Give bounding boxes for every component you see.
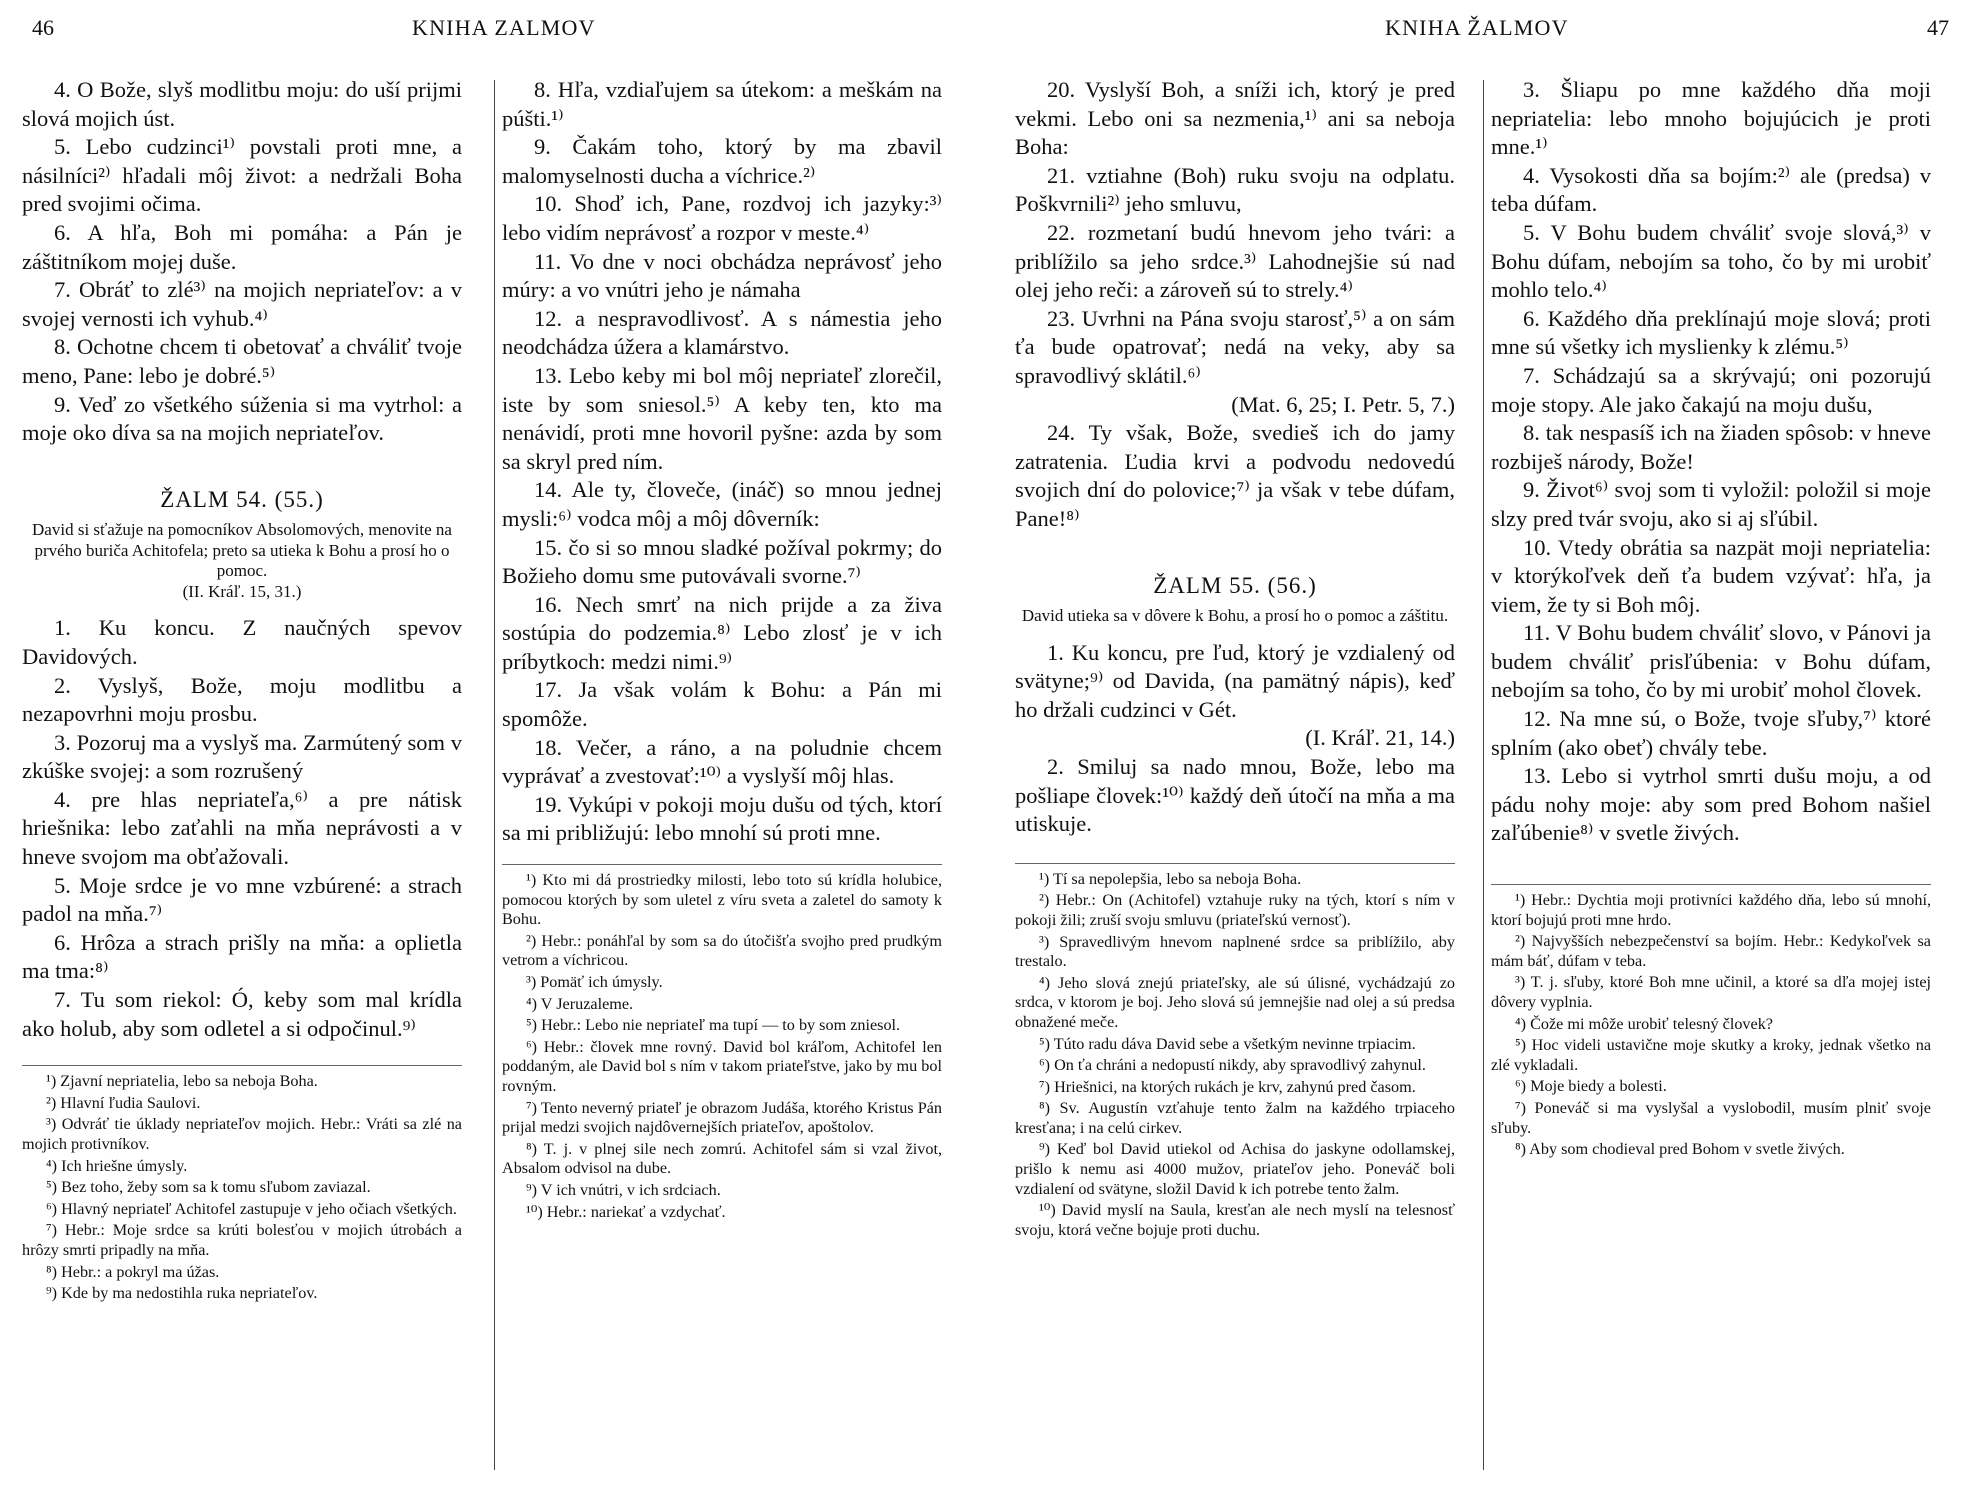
footnote: ⁹) Kde by ma nedostihla ruka nepriateľov.	[46, 1284, 318, 1303]
verse: 5. Moje srdce je vo mne vzbúrené: a strach padol na mňa.⁷⁾	[22, 872, 462, 927]
cross-reference: (I. Kráľ. 21, 14.)	[1305, 725, 1455, 751]
footnote: ⁸) Hebr.: a pokryl ma úžas.	[46, 1262, 220, 1281]
footnote: ⁵) Hebr.: Lebo nie nepriateľ ma tupí — to by som zniesol.	[526, 1016, 901, 1035]
footnote: ¹) Kto mi dá prostriedky milosti, lebo toto sú krídla holubice, pomocou ktorých by som uletel z víru sveta a zaletel do samoty k Bohu.	[502, 871, 942, 929]
footnote: ⁷) Hebr.: Moje srdce sa krúti bolesťou v mojich útrobách a hrôzy smrti pripadly na mňa.	[22, 1221, 462, 1259]
footnote: ⁵) Hoc videli ustavične moje skutky a kroky, jednak všetko na zlé vykladali.	[1491, 1036, 1931, 1074]
psalm-title: ŽALM 55. (56.)	[1153, 572, 1317, 598]
right-page-column-2	[1491, 76, 1931, 1162]
verse: 7. Schádzajú sa a skrývajú; oni pozorujú moje stopy. Ale jako čakajú na moju dušu,	[1491, 362, 1931, 417]
footnote: ³) Spravedlivým hnevom naplnené srdce sa priblížilo, aby trestalo.	[1015, 932, 1455, 971]
footnote: ⁶) On ťa chráni a nedopustí nikdy, aby spravodlivý zahynul.	[1039, 1056, 1426, 1075]
verse: 1. Ku koncu, pre ľud, ktorý je vzdialený od svätyne;⁹⁾ od Davida, (na pamätný nápis), keď ho držali cudzinci v Gét.	[1015, 639, 1455, 722]
footnote: ¹) Zjavní nepriatelia, lebo sa neboja Boha.	[46, 1072, 318, 1091]
footnotes	[22, 1065, 462, 1304]
verse: 2. Vyslyš, Bože, moju modlitbu a nezapovrhni moju prosbu.	[22, 672, 462, 727]
column-divider	[494, 80, 495, 1470]
verse: 13. Lebo si vytrhol smrti dušu moju, a od pádu nohy moje: aby som pred Bohom našiel zaľúbenie⁸⁾ v svetle živých.	[1491, 763, 1931, 846]
verse: 12. a nespravodlivosť. A s námestia jeho neodchádza úžera a klamárstvo.	[502, 305, 942, 360]
psalm-title: ŽALM 54. (55.)	[160, 486, 324, 512]
verse: 9. Čakám toho, ktorý by ma zbavil malomyselnosti ducha a víchrice.²⁾	[502, 134, 942, 188]
footnotes	[502, 864, 942, 1222]
footnote: ⁸) Aby som chodieval pred Bohom v svetle živých.	[1515, 1140, 1845, 1159]
footnote: ⁵) Bez toho, žeby som sa k tomu sľubom zaviazal.	[46, 1178, 371, 1197]
footnote: ⁶) Hebr.: človek mne rovný. David bol kráľom, Achitofel len poddaným, ale David bol s ním v takom priateľstve, jako by mu bol rovným.	[502, 1037, 942, 1095]
footnote: ²) Hlavní ľudia Saulovi.	[46, 1093, 201, 1112]
verse: 11. V Bohu budem chváliť slovo, v Pánovi ja budem chváliť prisľúbenia: v Bohu dúfam, nebojím sa toho, čo by mi urobiť mohol človek.	[1491, 620, 1931, 703]
verse: 8. Ochotne chcem ti obetovať a chváliť tvoje meno, Pane: lebo je dobré.⁵⁾	[22, 334, 462, 388]
verse: 1. Ku koncu. Z naučných spevov Davidových.	[22, 615, 462, 669]
verse: 6. A hľa, Boh mi pomáha: a Pán je záštitníkom mojej duše.	[22, 219, 462, 274]
verse: 24. Ty však, Bože, svedieš ich do jamy zatratenia. Ľudia krvi a podvodu nedovedú svojich dní do polovice;⁷⁾ ja však v tebe dúfam, Pane!⁸⁾	[1015, 420, 1455, 531]
footnote: ²) Hebr.: On (Achitofel) vztahuje ruky na tých, ktorí s ním v pokoji žili; zruší svoju smluvu (priateľskú vernosť).	[1015, 891, 1455, 929]
footnote: ⁸) Sv. Augustín vzťahuje tento žalm na každého trpiaceho kresťana; i na celú cirkev.	[1015, 1099, 1455, 1137]
verse: 19. Vykúpi v pokoji moju dušu od tých, ktorí sa mi približujú: lebo mnohí sú proti mne.	[502, 791, 942, 846]
verse: 11. Vo dne v noci obchádza neprávosť jeho múry: a vo vnútri jeho je námaha	[502, 248, 942, 303]
verse: 15. čo si so mnou sladké požíval pokrmy; do Božieho domu sme putovávali svorne.⁷⁾	[502, 534, 942, 589]
verse: 4. pre hlas nepriateľa,⁶⁾ a pre nátisk hriešnika: lebo zaťahli na mňa neprávosti a v hneve svojom ma obťažovali.	[22, 786, 462, 870]
page-number: 47	[1927, 15, 1949, 40]
psalm-intro: David utieka sa v dôvere k Bohu, a prosí ho o pomoc a záštitu.	[1021, 606, 1449, 626]
footnote: ⁴) Jeho slová znejú priateľsky, ale sú úlisné, vychádzajú zo srdca, v ktorom je boj. Jeho slová sú jemnejšie nad olej a sú predsa obnažené meče.	[1015, 973, 1455, 1031]
verse: 10. Vtedy obrátia sa nazpät moji nepriatelia: v ktorýkoľvek deň ťa budem vzývať: hľa, ja viem, že ty si Boh môj.	[1491, 534, 1931, 617]
verse: 10. Shoď ich, Pane, rozdvoj ich jazyky:³⁾ lebo vidím neprávosť a rozpor v meste.⁴⁾	[502, 191, 942, 245]
footnote: ⁴) Čože mi môže urobiť telesný človek?	[1515, 1014, 1773, 1033]
verse: 14. Ale ty, človeče, (ináč) so mnou jednej mysli:⁶⁾ vodca môj a môj dôverník:	[502, 477, 942, 531]
right-page-column-1	[1015, 76, 1455, 1242]
running-head: KNIHA ŽALMOV	[1385, 15, 1569, 40]
psalm-intro-text: David si sťažuje na pomocníkov Absolomových, menovite na prvého buriča Achitofela; preto sa utieka k Bohu a prosí ho o pomoc.	[32, 520, 452, 581]
footnote: ⁸) T. j. v plnej sile nech zomrú. Achitofel sám si vzal život, Absalom odvisol na dube.	[502, 1139, 942, 1178]
verse: 3. Pozoruj ma a vyslyš ma. Zarmútený som v zkúške svojej: a som rozrušený	[22, 729, 462, 784]
psalm-intro	[22, 520, 462, 602]
footnote: ⁷) Tento neverný priateľ je obrazom Judáša, ktorého Kristus Pán prijal medzi svojich najdôvernejších priateľov, apoštolov.	[502, 1098, 942, 1137]
footnote: ⁷) Poneváč si ma vyslyšal a vyslobodil, musím plniť svoje sľuby.	[1491, 1098, 1931, 1137]
cross-reference: (Mat. 6, 25; I. Petr. 5, 7.)	[1231, 391, 1455, 417]
footnote: ¹) Hebr.: Dychtia moji protivníci každého dňa, lebo sú mnohí, ktorí bojujú proti mne hrdo.	[1491, 891, 1931, 929]
verse: 23. Uvrhni na Pána svoju starosť,⁵⁾ a on sám ťa bude opatrovať; nedá na veky, aby sa spravodlivý sklátil.⁶⁾	[1015, 305, 1455, 388]
verse: 22. rozmetaní budú hnevom jeho tvári: a priblížilo sa jeho srdce.³⁾ Lahodnejšie sú nad olej jeho reči: a zároveň sú to strely.⁴⁾	[1015, 219, 1455, 303]
verse: 4. Vysokosti dňa sa bojím:²⁾ ale (predsa) v teba dúfam.	[1491, 162, 1931, 217]
footnotes	[1491, 884, 1931, 1160]
left-page-column-2	[502, 76, 942, 1224]
footnote: ⁹) V ich vnútri, v ich srdciach.	[526, 1180, 721, 1199]
verse: 21. vztiahne (Boh) ruku svoju na odplatu. Poškvrnili²⁾ jeho smluvu,	[1015, 162, 1455, 217]
footnote: ¹⁰) Hebr.: nariekať a vzdychať.	[526, 1202, 726, 1221]
footnote: ²) Najvyšších nebezpečenství sa bojím. Hebr.: Kedykoľvek sa mám báť, dúfam v teba.	[1491, 932, 1931, 970]
column-divider	[1483, 80, 1484, 1470]
footnotes	[1015, 863, 1455, 1241]
footnote: ⁴) V Jeruzaleme.	[526, 994, 634, 1013]
footnote: ⁹) Keď bol David utiekol od Achisa do jaskyne odollamskej, prišlo k nemu asi 4000 mužov, priateľov jeho. Poneváč boli vzdialení od svätyne, složil David k ich potrebe tento žalm.	[1015, 1140, 1455, 1198]
verse: 8. tak nespasíš ich na žiaden spôsob: v hneve rozbiješ národy, Bože!	[1491, 420, 1931, 474]
verse: 7. Obráť to zlé³⁾ na mojich nepriateľov: a v svojej vernosti ich vyhub.⁴⁾	[22, 277, 462, 331]
page-number: 46	[32, 15, 54, 40]
verse: 3. Šliapu po mne každého dňa moji nepriatelia: lebo mnoho bojujúcich je proti mne.¹⁾	[1491, 77, 1931, 160]
verse: 16. Nech smrť na nich prijde a za živa sostúpia do podzemia.⁸⁾ Lebo zlosť je v ich príbytkoch: medzi nimi.⁹⁾	[502, 591, 942, 674]
verse: 5. Lebo cudzinci¹⁾ povstali proti mne, a násilníci²⁾ hľadali môj život: a nedržali Boha pred svojimi očima.	[22, 134, 462, 217]
footnote: ³) Odvráť tie úklady nepriateľov mojich. Hebr.: Vráti sa zlé na mojich protivníkov.	[22, 1115, 462, 1153]
verse: 9. Veď zo všetkého súženia si ma vytrhol: a moje oko díva sa na mojich nepriateľov.	[22, 391, 462, 446]
verse: 17. Ja však volám k Bohu: a Pán mi spomôže.	[502, 677, 942, 732]
verse: 6. Každého dňa preklínajú moje slová; proti mne sú všetky ich myslienky k zlému.⁵⁾	[1491, 305, 1931, 360]
footnote: ³) T. j. sľuby, ktoré Boh mne učinil, a ktoré sa dľa mojej istej dôvery vyplnia.	[1491, 973, 1931, 1011]
footnote: ¹⁰) David myslí na Saula, kresťan ale nech myslí na telesnosť svoju, ktorá večne bojuje proti duchu.	[1015, 1201, 1455, 1239]
verse: 20. Vyslyší Boh, a sníži ich, ktorý je pred vekmi. Lebo oni sa nezmenia,¹⁾ ani sa neboja Boha:	[1015, 77, 1455, 160]
verse: 7. Tu som riekol: Ó, keby som mal krídla ako holub, aby som odletel a si odpočinul.⁹⁾	[22, 987, 462, 1041]
footnote: ¹) Tí sa nepolepšia, lebo sa neboja Boha.	[1039, 869, 1302, 888]
footnote: ³) Pomäť ich úmysly.	[526, 973, 663, 991]
left-page	[0, 0, 980, 1501]
verse: 9. Život⁶⁾ svoj som ti vyložil: položil si moje slzy pred tvár svoju, ako si aj sľúbil.	[1491, 477, 1931, 531]
verse: 13. Lebo keby mi bol môj nepriateľ zlorečil, iste by som sniesol.⁵⁾ A keby ten, kto ma nenávidí, proti mne hovoril pyšne: azda by som sa skryl pred ním.	[502, 362, 942, 474]
left-page-column-1	[22, 76, 462, 1306]
verse: 4. O Bože, slyš modlitbu moju: do uší prijmi slová mojich úst.	[22, 77, 462, 131]
footnote: ⁵) Túto radu dáva David sebe a všetkým nevinne trpiacim.	[1039, 1034, 1416, 1053]
verse: 18. Večer, a ráno, a na poludnie chcem vyprávať a zvestovať:¹⁰⁾ a vyslyší môj hlas.	[502, 734, 942, 789]
footnote: ⁷) Hriešnici, na ktorých rukách je krv, zahynú pred časom.	[1039, 1077, 1416, 1096]
footnote: ²) Hebr.: ponáhľal by som sa do útočišťa svojho pred prudkým vetrom a víchricou.	[502, 931, 942, 970]
psalm-intro-reference: (II. Kráľ. 15, 31.)	[182, 581, 302, 601]
verse: 2. Smiluj sa nado mnou, Bože, lebo ma pošliape človek:¹⁰⁾ každý deň útočí na mňa a ma utiskuje.	[1015, 753, 1455, 837]
right-page	[995, 0, 1971, 1501]
footnote: ⁶) Moje biedy a bolesti.	[1515, 1077, 1667, 1096]
verse: 6. Hrôza a strach prišly na mňa: a oplietla ma tma:⁸⁾	[22, 929, 462, 984]
footnote: ⁴) Ich hriešne úmysly.	[46, 1156, 188, 1175]
verse: 5. V Bohu budem chváliť svoje slová,³⁾ v Bohu dúfam, nebojím sa toho, čo by mi urobiť mohlo telo.⁴⁾	[1491, 219, 1931, 303]
running-head: KNIHA ZALMOV	[412, 15, 596, 40]
footnote: ⁶) Hlavný nepriateľ Achitofel zastupuje v jeho očiach všetkých.	[46, 1199, 457, 1218]
verse: 12. Na mne sú, o Bože, tvoje sľuby,⁷⁾ ktoré splním (ako obeť) chvály tebe.	[1491, 706, 1931, 760]
verse: 8. Hľa, vzdiaľujem sa útekom: a meškám na púšti.¹⁾	[502, 77, 942, 131]
